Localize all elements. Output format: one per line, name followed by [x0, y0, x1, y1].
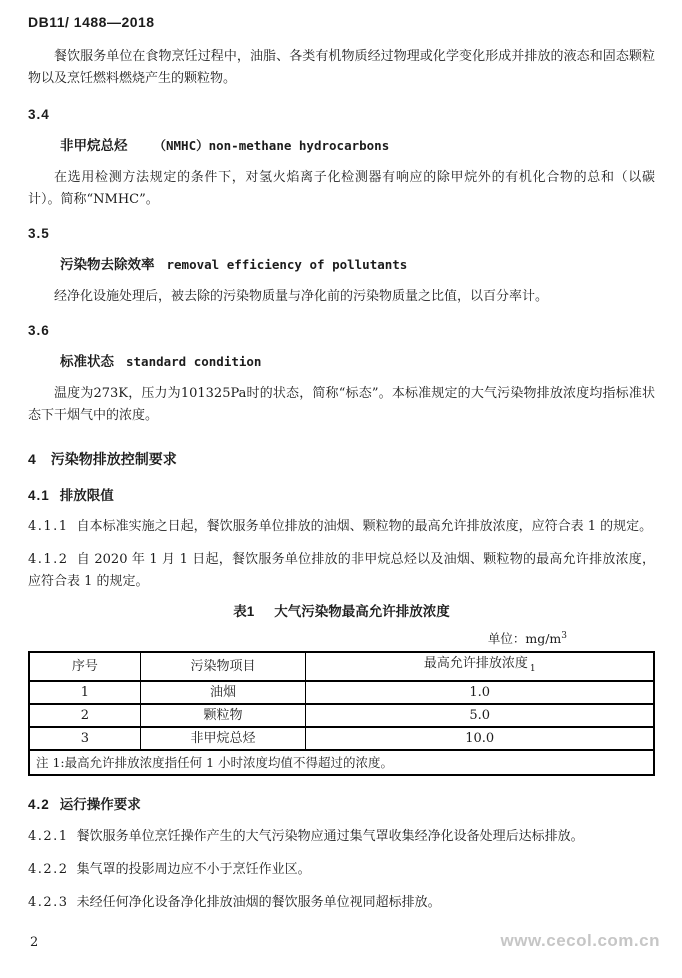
clause-4-2-2-text: 集气罩的投影周边应不小于烹饪作业区。: [76, 861, 311, 877]
chapter-4-number: 4: [28, 451, 37, 467]
cell-pollutant: 颗粒物: [140, 704, 306, 727]
header-cell-index: 序号: [29, 652, 140, 681]
term-3-6-zh: 标准状态: [60, 354, 114, 369]
header-limit-subscript: 1: [529, 663, 536, 674]
cell-limit: 1.0: [306, 681, 654, 704]
clause-4-2-2: [28, 859, 655, 881]
clause-4-2-3: [28, 892, 655, 914]
unit-label: 单位：mg/m: [487, 631, 562, 647]
section-4-2-title: 运行操作要求: [59, 796, 141, 812]
term-3-4-definition: 在选用检测方法规定的条件下，对氢火焰离子化检测器有响应的除甲烷外的有机化合物的总和（以碳计）。简称“NMHC”。: [28, 170, 655, 207]
clause-4-1-2-text: 自 2020 年 1 月 1 日起，餐饮服务单位排放的非甲烷总烃以及油烟、颗粒物的最高允许排放浓度，应符合表 1 的规定。: [28, 552, 655, 589]
term-3-6-definition: 温度为273K，压力为101325Pa时的状态，简称“标态”。本标准规定的大气污染物排放浓度均指标准状态下干烟气中的浓度。: [28, 386, 655, 423]
table-header-row: [29, 652, 654, 681]
section-3-4-number: 3.4: [28, 107, 50, 122]
unit-superscript: 3: [561, 631, 567, 641]
table-note: 注 1:最高允许排放浓度指任何 1 小时浓度均值不得超过的浓度。: [29, 750, 654, 775]
term-3-4-zh: 非甲烷总烃: [60, 138, 128, 153]
term-3-5: [28, 255, 655, 276]
table-note-row: [29, 750, 654, 775]
term-3-6-en: standard condition: [126, 354, 262, 369]
watermark: www.cecol.com.cn: [500, 931, 660, 950]
clause-4-2-1-text: 餐饮服务单位烹饪操作产生的大气污染物应通过集气罩收集经净化设备处理后达标排放。: [76, 828, 584, 844]
clause-4-1-1: [28, 516, 655, 538]
clause-4-1-1-text: 自本标准实施之日起，餐饮服务单位排放的油烟、颗粒物的最高允许排放浓度，应符合表 1 的规定。: [76, 519, 653, 534]
term-3-4: [28, 136, 655, 157]
section-4-2-heading: [28, 796, 655, 814]
chapter-4-heading: [28, 449, 655, 469]
chapter-4-title: 污染物排放控制要求: [50, 451, 177, 467]
cell-index: 1: [29, 681, 140, 704]
section-4-1-number: 4.1: [28, 488, 50, 503]
page-footer: [30, 930, 660, 954]
clause-4-1-2: [28, 549, 655, 593]
cell-index: 2: [29, 704, 140, 727]
term-3-5-en: removal efficiency of pollutants: [166, 257, 408, 272]
section-4-1-heading: [28, 487, 655, 505]
section-3-5-number: 3.5: [28, 226, 50, 241]
clause-4-1-2-number: 4.1.2: [28, 552, 69, 567]
cell-pollutant: 非甲烷总烃: [140, 727, 306, 750]
page-number: 2: [30, 935, 39, 950]
clause-4-2-3-text: 未经任何净化设备净化排放油烟的餐饮服务单位视同超标排放。: [76, 894, 441, 910]
table-row: [29, 727, 654, 750]
term-3-4-en: （NMHC）non-methane hydrocarbons: [153, 138, 390, 153]
clause-4-2-2-number: 4.2.2: [28, 861, 69, 877]
section-4-1-title: 排放限值: [59, 488, 114, 503]
table-row: [29, 681, 654, 704]
table-1-caption-label: 表1: [233, 604, 255, 619]
doc-code: DB11/ 1488—2018: [28, 14, 155, 30]
cell-pollutant: 油烟: [140, 681, 306, 704]
cell-limit: 5.0: [306, 704, 654, 727]
section-4-2-number: 4.2: [28, 796, 50, 812]
table-1-caption: [28, 603, 655, 621]
header-cell-limit: 最高允许排放浓度 $_1$: [306, 652, 654, 681]
term-3-6: [28, 352, 655, 373]
intro-paragraph: 餐饮服务单位在食物烹饪过程中，油脂、各类有机物质经过物理或化学变化形成并排放的液态和固态颗粒物以及烹饪燃料燃烧产生的颗粒物。: [28, 49, 655, 86]
clause-4-2-1-number: 4.2.1: [28, 828, 69, 844]
table-1-caption-title: 大气污染物最高允许排放浓度: [274, 604, 450, 619]
term-3-5-zh: 污染物去除效率: [60, 257, 155, 272]
section-3-6-number: 3.6: [28, 323, 50, 338]
header-cell-pollutant: 污染物项目: [140, 652, 306, 681]
clause-4-2-1: [28, 826, 655, 848]
clause-4-2-3-number: 4.2.3: [28, 894, 69, 910]
clause-4-1-1-number: 4.1.1: [28, 519, 69, 534]
table-1-unit: [28, 627, 655, 648]
cell-limit: 10.0: [306, 727, 654, 750]
term-3-5-definition: 经净化设施处理后，被去除的污染物质量与净化前的污染物质量之比值，以百分率计。: [54, 289, 549, 304]
table-1: [28, 651, 655, 776]
table-row: [29, 704, 654, 727]
cell-index: 3: [29, 727, 140, 750]
